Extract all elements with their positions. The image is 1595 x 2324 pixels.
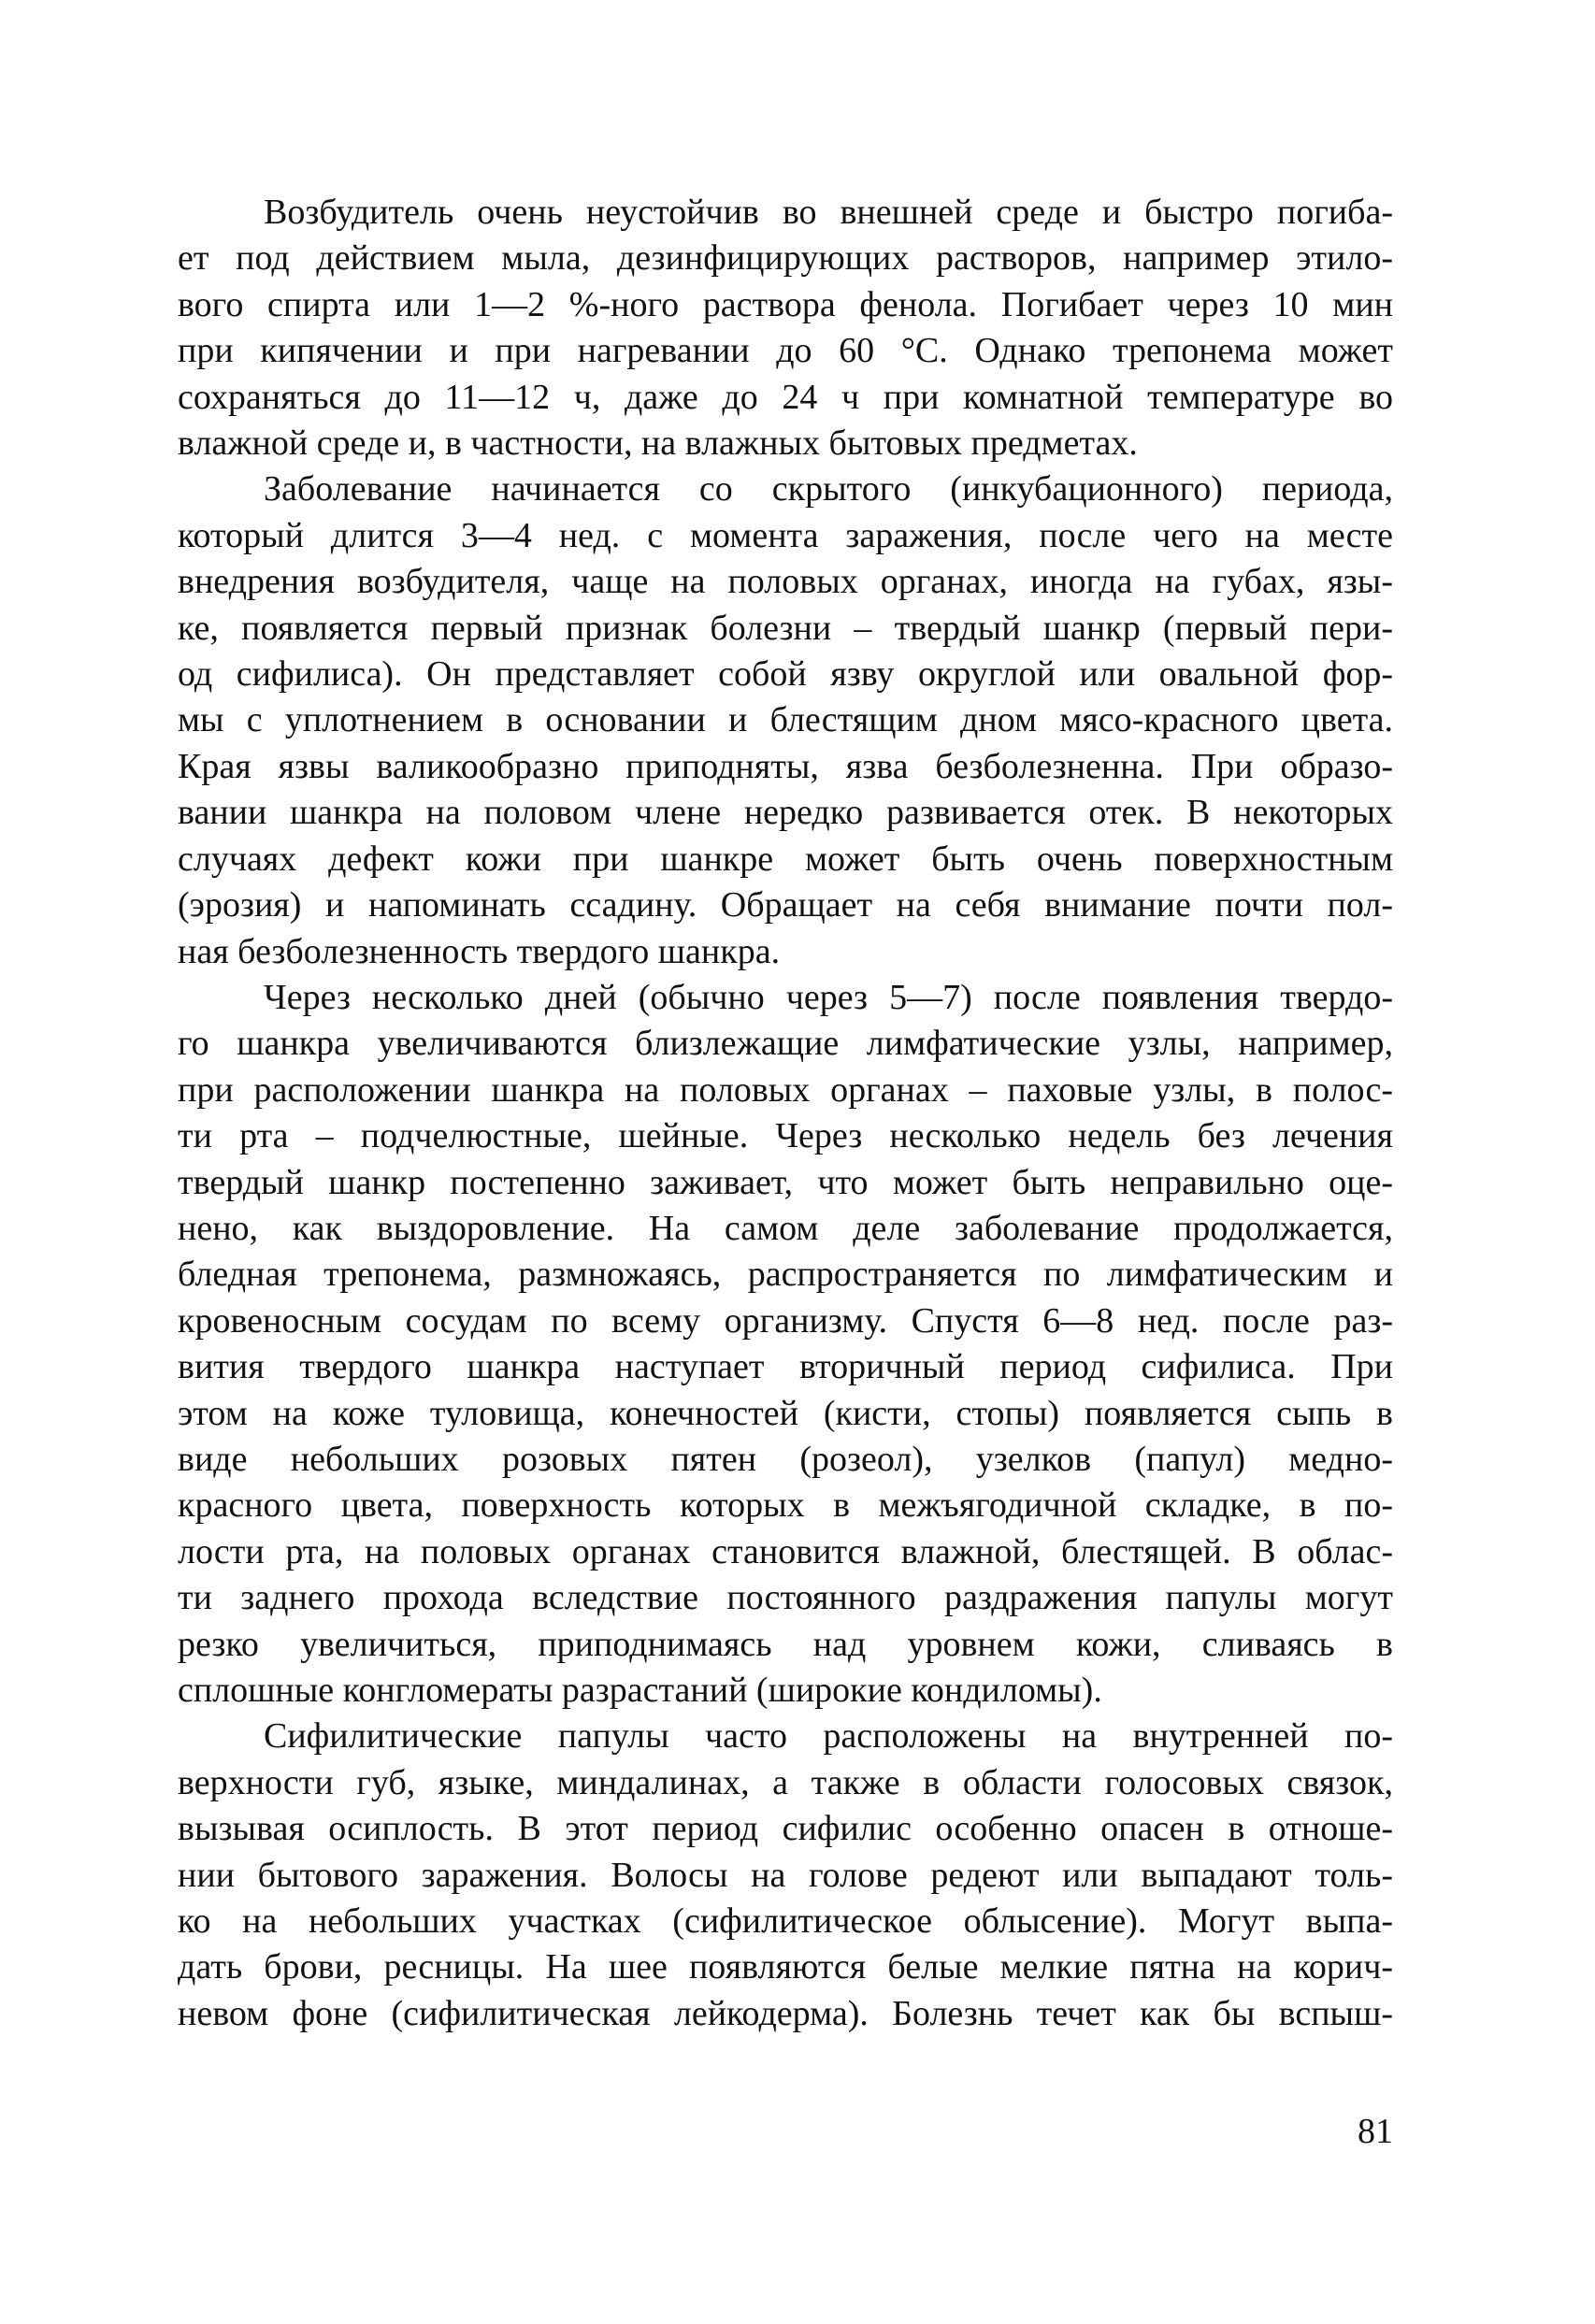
text-line: лости рта, на половых органах становится влажной, блестящей. В облас- [178,1531,1393,1571]
text-line: сохраняться до 11—12 ч, даже до 24 ч при комнатной температуре во [178,377,1393,417]
text-line: мы с уплотнением в основании и блестящим дном мясо-красного цвета. [178,700,1393,740]
text-line: который длится 3—4 нед. с момента заражения, после чего на месте [178,515,1393,555]
text-line: при кипячении и при нагревании до 60 °С. Однако трепонема может [178,331,1393,371]
text-line: дать брови, ресницы. На шее появляются белые мелкие пятна на корич- [178,1947,1393,1987]
text-line: бледная трепонема, размножаясь, распространяется по лимфатическим и [178,1255,1393,1295]
body-text [178,190,1393,2037]
text-line: сплошные конгломераты разрастаний (широкие кондиломы). [178,1671,1102,1710]
text-line: невом фоне (сифилитическая лейкодерма). Болезнь течет как бы вспыш- [178,1993,1393,2033]
text-line: вызывая осиплость. В этот период сифилис особенно опасен в отноше- [178,1809,1393,1849]
text-line: Края язвы валикообразно приподняты, язва безболезненна. При образо- [178,746,1393,786]
text-line: случаях дефект кожи при шанкре может быть очень поверхностным [178,839,1393,879]
text-line: вании шанкра на половом члене нередко развивается отек. В некоторых [178,793,1393,833]
text-line: Заболевание начинается со скрытого (инкубационного) периода, [264,469,1393,509]
text-line: Сифилитические папулы часто расположены на внутренней по- [264,1716,1393,1757]
text-line: нии бытового заражения. Волосы на голове редеют или выпадают толь- [178,1855,1393,1895]
text-line: (эрозия) и напоминать ссадину. Обращает на себя внимание почти пол- [178,885,1393,925]
text-line: ет под действием мыла, дезинфицирующих растворов, например этило- [178,238,1393,279]
text-line: од сифилиса). Он представляет собой язву округлой или овальной фор- [178,654,1393,695]
text-line: вития твердого шанкра наступает вторичный период сифилиса. При [178,1347,1393,1387]
text-line: ко на небольших участках (сифилитическое облысение). Могут выпа- [178,1901,1393,1942]
text-line: этом на коже туловища, конечностей (кисти, стопы) появляется сыпь в [178,1393,1393,1433]
text-line: влажной среде и, в частности, на влажных бытовых предметах. [178,423,1138,464]
text-line: верхности губ, языке, миндалинах, а также в области голосовых связок, [178,1762,1393,1802]
text-line: ти рта – подчелюстные, шейные. Через несколько недель без лечения [178,1116,1393,1156]
page-number: 81 [1358,2112,1393,2151]
text-line: ти заднего прохода вследствие постоянного раздражения папулы могут [178,1578,1393,1618]
paragraph [178,466,1393,974]
text-line: вого спирта или 1—2 %-ного раствора фенола. Погибает через 10 мин [178,284,1393,324]
text-line: го шанкра увеличиваются близлежащие лимфатические узлы, например, [178,1024,1393,1064]
text-line: при расположении шанкра на половых органах – паховые узлы, в полос- [178,1069,1393,1110]
text-line: твердый шанкр постепенно заживает, что может быть неправильно оце- [178,1162,1393,1202]
paragraph [178,190,1393,466]
text-line: виде небольших розовых пятен (розеол), узелков (папул) медно- [178,1439,1393,1479]
text-line: Возбудитель очень неустойчив во внешней среде и быстро погиба- [264,193,1393,232]
text-line: внедрения возбудителя, чаще на половых органах, иногда на губах, язы- [178,562,1393,602]
text-line: Через несколько дней (обычно через 5—7) после появления твердо- [264,977,1393,1017]
text-line: ке, появляется первый признак болезни – твердый шанкр (первый пери- [178,608,1393,648]
text-line: кровеносным сосудам по всему организму. Спустя 6—8 нед. после раз- [178,1300,1393,1341]
text-line: резко увеличиться, приподнимаясь над уровнем кожи, сливаясь в [178,1624,1393,1664]
text-line: нено, как выздоровление. На самом деле заболевание продолжается, [178,1208,1393,1248]
text-line: ная безболезненность твердого шанкра. [178,931,781,971]
paragraph [178,1714,1393,2037]
paragraph [178,975,1393,1714]
text-line: красного цвета, поверхность которых в межъягодичной складке, в по- [178,1485,1393,1526]
